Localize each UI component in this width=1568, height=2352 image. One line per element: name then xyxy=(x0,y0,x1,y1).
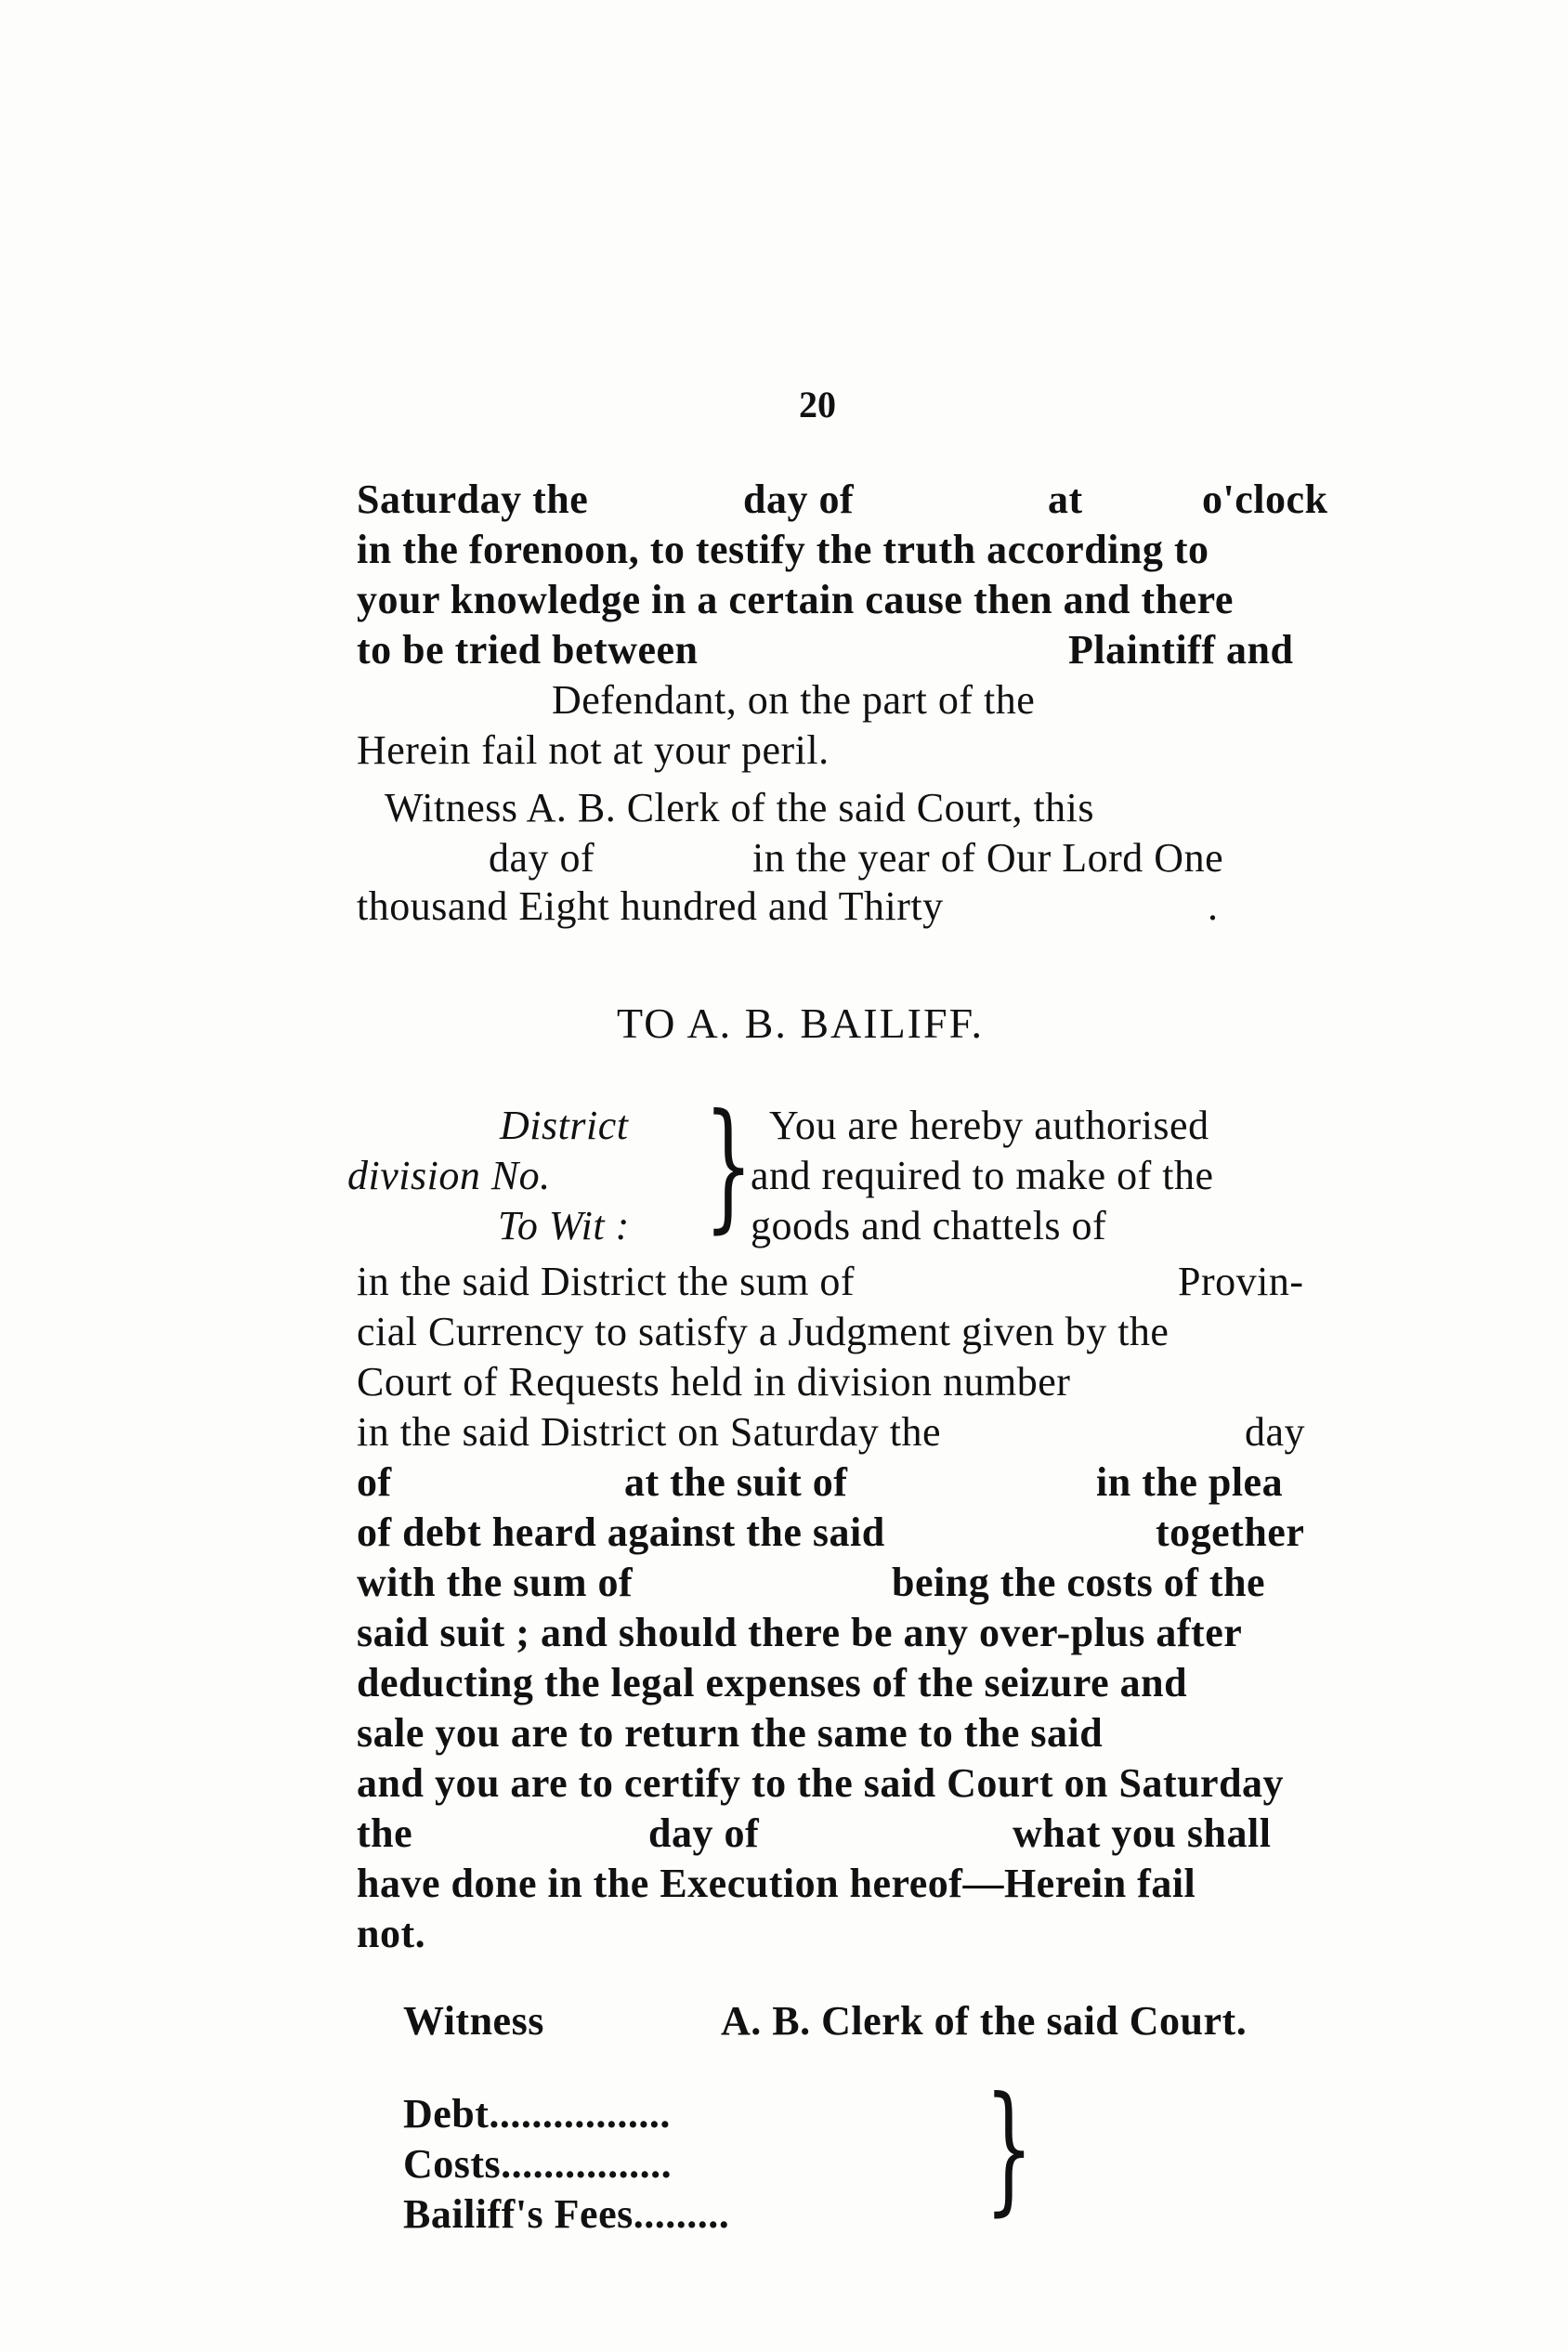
warrant-intro-line-3: goods and chattels of xyxy=(751,1203,1107,1248)
witness-clerk: A. B. Clerk of the said Court. xyxy=(721,1998,1248,2044)
warrant-line-9: deducting the legal expenses of the seizure and xyxy=(357,1660,1188,1705)
warrant-line-14: not. xyxy=(357,1911,426,1956)
warrant-line-4-a: in the said District on Saturday the xyxy=(357,1409,941,1455)
warrant-line-4-b: day xyxy=(1245,1409,1306,1455)
warrant-line-13: have done in the Execution hereof—Herein fail xyxy=(357,1861,1196,1906)
warrant-line-7-a: with the sum of xyxy=(357,1560,634,1605)
summons-line-1-d: o'clock xyxy=(1202,477,1328,522)
summons-line-3: your knowledge in a certain cause then and there xyxy=(357,577,1234,622)
caption-brace-icon: } xyxy=(704,1085,753,1247)
summons-line-8-a: day of xyxy=(489,835,595,881)
summons-line-9-b: . xyxy=(1208,883,1219,929)
fee-debt: Debt................. xyxy=(403,2091,671,2136)
page-number: 20 xyxy=(799,384,836,425)
summons-line-1-c: at xyxy=(1048,477,1083,522)
witness-label: Witness xyxy=(403,1998,544,2044)
warrant-line-8: said suit ; and should there be any over-plus after xyxy=(357,1610,1243,1655)
summons-line-9-a: thousand Eight hundred and Thirty xyxy=(357,883,944,929)
warrant-intro-line-1: You are hereby authorised xyxy=(769,1103,1209,1148)
caption-division: division No. xyxy=(347,1153,551,1198)
caption-district: District xyxy=(500,1103,629,1148)
warrant-line-12-a: the xyxy=(357,1810,413,1856)
warrant-intro-line-2: and required to make of the xyxy=(751,1153,1214,1198)
warrant-line-5-a: of xyxy=(357,1459,392,1505)
warrant-line-12-b: day of xyxy=(648,1810,760,1856)
warrant-line-10: sale you are to return the same to the said xyxy=(357,1710,1104,1756)
summons-line-4-b: Plaintiff and xyxy=(1068,627,1294,673)
caption-to-wit: To Wit : xyxy=(498,1203,630,1248)
fee-costs: Costs................ xyxy=(403,2141,673,2187)
warrant-line-12-c: what you shall xyxy=(1013,1810,1272,1856)
warrant-line-3: Court of Requests held in division number xyxy=(357,1359,1071,1405)
warrant-line-6-b: together xyxy=(1156,1509,1305,1555)
summons-line-4-a: to be tried between xyxy=(357,627,699,673)
summons-line-7: Witness A. B. Clerk of the said Court, this xyxy=(385,785,1095,830)
summons-line-5: Defendant, on the part of the xyxy=(552,677,1036,723)
summons-line-6: Herein fail not at your peril. xyxy=(357,727,830,773)
warrant-line-11: and you are to certify to the said Court on Saturday xyxy=(357,1760,1285,1806)
warrant-line-7-b: being the costs of the xyxy=(892,1560,1266,1605)
fee-bailiff: Bailiff's Fees......... xyxy=(403,2191,730,2237)
warrant-line-1-a: in the said District the sum of xyxy=(357,1259,856,1304)
warrant-line-5-b: at the suit of xyxy=(624,1459,848,1505)
warrant-line-1-b: Provin- xyxy=(1178,1259,1304,1304)
warrant-line-5-c: in the plea xyxy=(1096,1459,1284,1505)
warrant-line-2: cial Currency to satisfy a Judgment given by the xyxy=(357,1309,1169,1354)
summons-line-1-a: Saturday the xyxy=(357,477,589,522)
summons-line-1-b: day of xyxy=(743,477,855,522)
summons-line-8-b: in the year of Our Lord One xyxy=(752,835,1224,881)
warrant-line-6-a: of debt heard against the said xyxy=(357,1509,885,1555)
warrant-heading: TO A. B. BAILIFF. xyxy=(617,1000,984,1047)
summons-line-2: in the forenoon, to testify the truth according to xyxy=(357,527,1209,572)
fees-brace-icon: } xyxy=(985,2068,1034,2229)
